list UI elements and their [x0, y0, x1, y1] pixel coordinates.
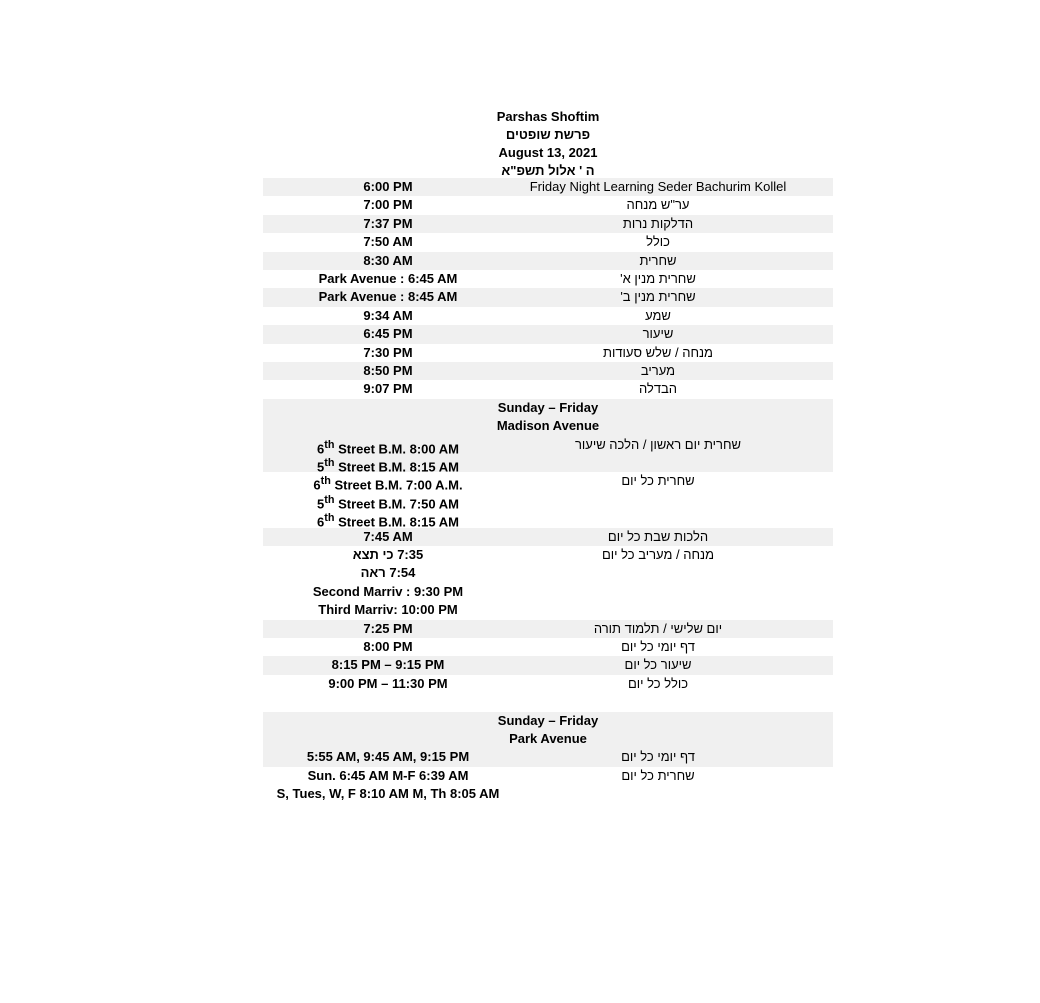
schedule-row	[263, 178, 833, 196]
schedule-time: 8:50 PM	[363, 363, 413, 379]
madison-section-heading	[263, 399, 833, 436]
schedule-time: 7:50 AM	[363, 234, 413, 250]
schedule-row	[263, 288, 833, 306]
schedule-item-name: שחרית כל יום	[621, 473, 695, 489]
time-text: 7:35 כי תצא	[352, 547, 424, 563]
schedule-item-name: Friday Night Learning Seder Bachurim Kollel	[529, 179, 787, 194]
schedule-item-name: שחרית	[639, 252, 677, 268]
time-line	[263, 528, 513, 546]
street-number: 5	[317, 459, 325, 475]
park-heading-days: Sunday – Friday	[497, 712, 599, 728]
schedule-time	[263, 472, 513, 530]
time-text: S, Tues, W, F 8:10 AM M, Th 8:05 AM	[276, 786, 500, 802]
date-hebrew: ה ' אלול תשפ"א	[501, 163, 595, 178]
schedule-time	[263, 656, 513, 674]
madison-heading-location: Madison Avenue	[496, 418, 600, 434]
time-line	[263, 454, 513, 475]
time-line	[263, 436, 513, 454]
madison-schedule-row	[263, 528, 833, 546]
schedule-time: 9:34 AM	[363, 307, 413, 323]
time-text: Sun. 6:45 AM M-F 6:39 AM	[307, 767, 469, 783]
schedule-row	[263, 215, 833, 233]
schedule-item-name: הבדלה	[638, 381, 678, 397]
schedule-item-name: מעריב	[640, 363, 676, 379]
schedule-item-name: שיעור כל יום	[624, 657, 692, 673]
schedule-item-name: הדלקות נרות	[622, 215, 694, 231]
street-number: 6	[313, 477, 321, 493]
date-english: August 13, 2021	[498, 145, 598, 160]
schedule-row	[263, 362, 833, 380]
madison-schedule-row	[263, 675, 833, 693]
schedule-row	[263, 325, 833, 343]
madison-schedule-row	[263, 546, 833, 620]
time-text: 7:54 ראה	[360, 565, 416, 581]
time-text: Third Marriv: 10:00 PM	[318, 602, 458, 618]
time-line	[263, 785, 513, 803]
street-number: 6	[317, 440, 325, 456]
schedule-time: 7:37 PM	[363, 215, 413, 231]
street-number: 6	[317, 514, 325, 530]
schedule-time	[263, 546, 513, 620]
street-number: 5	[317, 496, 325, 512]
schedule-time	[263, 675, 513, 693]
time-text: 7:25 PM	[363, 620, 413, 636]
schedule-row	[263, 252, 833, 270]
schedule-time	[263, 767, 513, 804]
schedule-time: 7:30 PM	[363, 344, 413, 360]
madison-schedule-row	[263, 638, 833, 656]
time-line	[263, 620, 513, 638]
schedule-time: 6:00 PM	[363, 179, 413, 194]
schedule-time: 7:00 PM	[363, 197, 413, 213]
schedule-item-name: מנחה / שלש סעודות	[602, 344, 713, 360]
park-section-heading	[263, 712, 833, 749]
schedule-time	[263, 436, 513, 473]
schedule-time	[263, 638, 513, 656]
time-line	[263, 675, 513, 693]
schedule-row	[263, 307, 833, 325]
time-text: 8:00 PM	[363, 638, 413, 654]
madison-schedule-row	[263, 472, 833, 530]
schedule-time: 6:45 PM	[363, 326, 413, 342]
time-line	[263, 583, 513, 601]
schedule-item-name: שיעור	[642, 326, 674, 342]
time-line	[263, 546, 513, 564]
schedule-item-name: יום שלישי / תלמוד תורה	[593, 620, 723, 636]
time-text: Second Marriv : 9:30 PM	[312, 583, 464, 599]
time-text: 5:55 AM, 9:45 AM, 9:15 PM	[306, 749, 470, 765]
time-line	[263, 767, 513, 785]
ordinal-suffix: th	[324, 493, 335, 506]
schedule-row	[263, 380, 833, 398]
schedule-time: 8:30 AM	[363, 252, 413, 268]
ordinal-suffix: th	[320, 475, 331, 488]
park-schedule-row	[263, 767, 833, 804]
schedule-item-name: הלכות שבת כל יום	[607, 528, 709, 544]
time-line	[263, 491, 513, 512]
schedule-time: 9:07 PM	[363, 381, 413, 397]
schedule-item-name: מנחה / מעריב כל יום	[601, 547, 715, 563]
madison-schedule-row	[263, 656, 833, 674]
time-text: Street B.M. 8:15 AM	[334, 514, 459, 530]
schedule-time: Park Avenue : 8:45 AM	[318, 289, 458, 305]
section-spacer	[263, 693, 833, 711]
parsha-title-english: Parshas Shoftim	[496, 109, 600, 124]
time-line	[263, 472, 513, 493]
ordinal-suffix: th	[324, 457, 335, 470]
madison-schedule-row	[263, 436, 833, 473]
schedule-row	[263, 270, 833, 288]
time-text: 7:45 AM	[363, 528, 413, 544]
schedule-header	[263, 108, 833, 180]
schedule-time	[263, 528, 513, 546]
time-text: Street B.M. 8:15 AM	[334, 459, 459, 475]
time-line	[263, 638, 513, 656]
time-text: 8:15 PM – 9:15 PM	[331, 657, 445, 673]
schedule-time: Park Avenue : 6:45 AM	[318, 271, 458, 287]
time-line	[263, 748, 513, 766]
time-line	[263, 656, 513, 674]
time-text: Street B.M. 8:00 AM	[334, 440, 459, 456]
schedule-row	[263, 344, 833, 362]
schedule-item-name: כולל	[646, 234, 670, 250]
ordinal-suffix: th	[324, 438, 335, 451]
schedule-item-name: שחרית מנין ב'	[620, 289, 696, 305]
time-line	[263, 564, 513, 582]
time-text: Street B.M. 7:00 A.M.	[330, 477, 463, 493]
schedule-row	[263, 196, 833, 214]
madison-schedule-row	[263, 620, 833, 638]
schedule-row	[263, 233, 833, 251]
time-line	[263, 509, 513, 530]
schedule-item-name: שמע	[645, 307, 671, 323]
time-line	[263, 601, 513, 619]
schedule-table	[263, 178, 833, 804]
schedule-item-name: דף יומי כל יום	[621, 749, 695, 765]
schedule-item-name: דף יומי כל יום	[621, 638, 695, 654]
schedule-time	[263, 748, 513, 766]
madison-heading-days: Sunday – Friday	[497, 399, 599, 415]
schedule-item-name: שחרית כל יום	[621, 767, 695, 783]
schedule-item-name: כולל כל יום	[627, 675, 689, 691]
schedule-item-name: ער"ש מנחה	[626, 197, 690, 213]
park-schedule-row	[263, 748, 833, 766]
schedule-item-name: שחרית יום ראשון / הלכה שיעור	[574, 436, 742, 452]
time-text: Street B.M. 7:50 AM	[334, 496, 459, 512]
ordinal-suffix: th	[324, 512, 335, 525]
parsha-title-hebrew: פרשת שופטים	[505, 127, 591, 142]
schedule-item-name: שחרית מנין א'	[620, 271, 696, 287]
park-heading-location: Park Avenue	[509, 730, 587, 746]
time-text: 9:00 PM – 11:30 PM	[328, 675, 448, 691]
schedule-time	[263, 620, 513, 638]
